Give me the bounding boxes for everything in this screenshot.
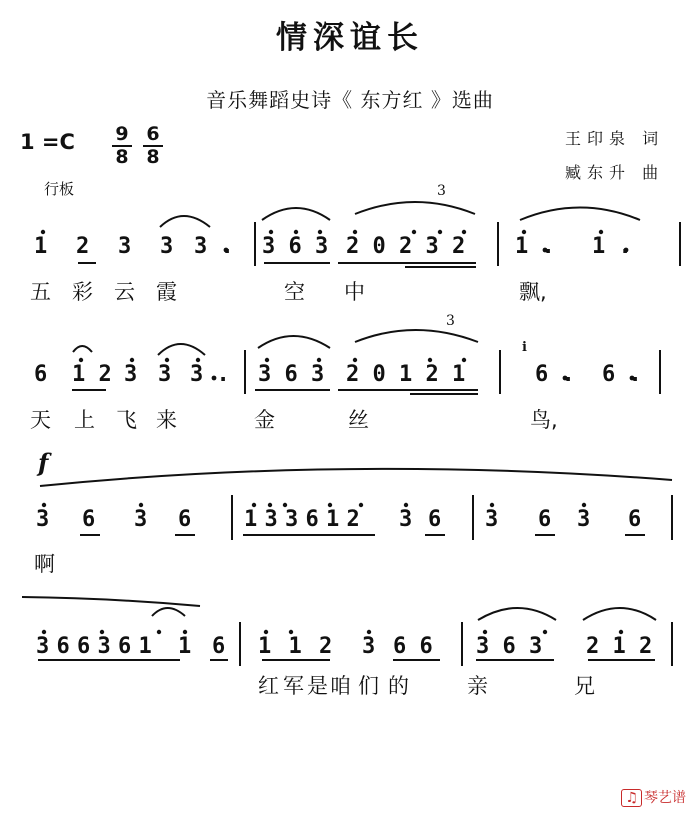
lyric: 丝 [348, 408, 369, 432]
note-group: 3 . [194, 234, 234, 259]
time-signature-9-8: 9 8 [112, 125, 132, 167]
lyric: 来 [156, 408, 177, 432]
lyric: 啊 [34, 552, 55, 576]
slur [258, 336, 330, 348]
note-group: 3 6 3 [262, 234, 329, 259]
note-group: 1 1 2 [258, 634, 335, 659]
lyric: 红 [258, 674, 279, 698]
slur [158, 344, 205, 355]
triplet-marker: 3 [446, 313, 455, 329]
note-group: 6 6 [393, 634, 433, 659]
note-group: 6 [428, 507, 442, 532]
note-group: 3 [362, 634, 376, 659]
phrase-line [22, 597, 200, 606]
note-group: 6 . [602, 362, 642, 387]
triplet-marker: 3 [437, 183, 446, 199]
composer-credit: 臧东升 曲 [565, 163, 665, 182]
note-group: 1 . [592, 234, 632, 259]
lyric: 天 [30, 408, 51, 432]
note-group: 3 [158, 362, 172, 387]
note-group: 1 [178, 634, 192, 659]
lyric: 亲 [467, 674, 488, 698]
note-group: 3 [36, 507, 50, 532]
slur [355, 202, 475, 214]
note-group: 1 [34, 234, 48, 259]
lyric: 是 [307, 674, 328, 698]
lyric: 咱 [330, 674, 351, 698]
lyric: 飞 [116, 408, 137, 432]
note-group: 3 [134, 507, 148, 532]
lyric: 兄 [574, 674, 595, 698]
lyric: 飘, [519, 280, 547, 304]
lyric: 彩 [72, 280, 93, 304]
note-group: 3 [577, 507, 591, 532]
note-group: 2 [76, 234, 90, 259]
note-group: 3 [160, 234, 174, 259]
grace-note: i [522, 340, 527, 355]
lyric: 云 [114, 280, 135, 304]
note-group: 2 0 1 2 1 [346, 362, 466, 387]
lyricist-credit: 王印泉 词 [565, 129, 665, 148]
note-group: 3 [118, 234, 132, 259]
note-group: 3 [124, 362, 138, 387]
lyric: 的 [388, 674, 409, 698]
note-group: 2 1 2 [586, 634, 653, 659]
slur [262, 208, 330, 220]
slur [478, 608, 556, 620]
slur [355, 330, 478, 342]
note-group: 2 0 2 3 2 [346, 234, 466, 259]
slur [583, 608, 656, 620]
note-group: 3 6 3 [476, 634, 543, 659]
watermark-logo [621, 787, 686, 807]
note-group: 6 [628, 507, 642, 532]
note-group: 6 [178, 507, 192, 532]
dynamic-forte: f [38, 448, 49, 477]
lyric: 霞 [156, 280, 177, 304]
watermark-text: 琴艺谱 [644, 790, 686, 806]
lyric: 中 [344, 280, 365, 304]
slur [152, 608, 185, 616]
song-title: 情深谊长 [276, 20, 424, 56]
slur [160, 216, 210, 227]
lyric: 们 [358, 674, 379, 698]
note-group: 3 [485, 507, 499, 532]
note-group: 1 3 3 6 1 2 [244, 507, 357, 532]
note-group: 3 [399, 507, 413, 532]
note-group: 1 . [515, 234, 555, 259]
lyric: 鸟, [530, 408, 558, 432]
note-group: 6 [538, 507, 552, 532]
note-group: 6 [34, 362, 48, 387]
lyric: 军 [283, 674, 304, 698]
lyric: 五 [30, 280, 51, 304]
lyric: 空 [284, 280, 305, 304]
song-subtitle: 音乐舞蹈史诗《 东方红 》选曲 [206, 88, 494, 112]
note-group: 6 . [535, 362, 575, 387]
note-group: 3 6 6 3 6 1 [36, 634, 149, 659]
phrase-line [40, 469, 672, 486]
note-group: 6 [82, 507, 96, 532]
note-group: 6 [212, 634, 226, 659]
watermark-icon: ♫ [621, 789, 642, 807]
note-group: 1 2 [72, 362, 112, 387]
note-group: 3 6 3 [258, 362, 325, 387]
time-signature-6-8: 6 8 [143, 125, 163, 167]
lyric: 金 [254, 408, 275, 432]
slur [73, 346, 92, 352]
slur [520, 208, 640, 221]
lyric: 上 [74, 408, 95, 432]
key-signature: 1 =C [20, 130, 75, 154]
note-group: 3 . [190, 362, 230, 387]
tempo-marking: 行板 [44, 180, 75, 198]
